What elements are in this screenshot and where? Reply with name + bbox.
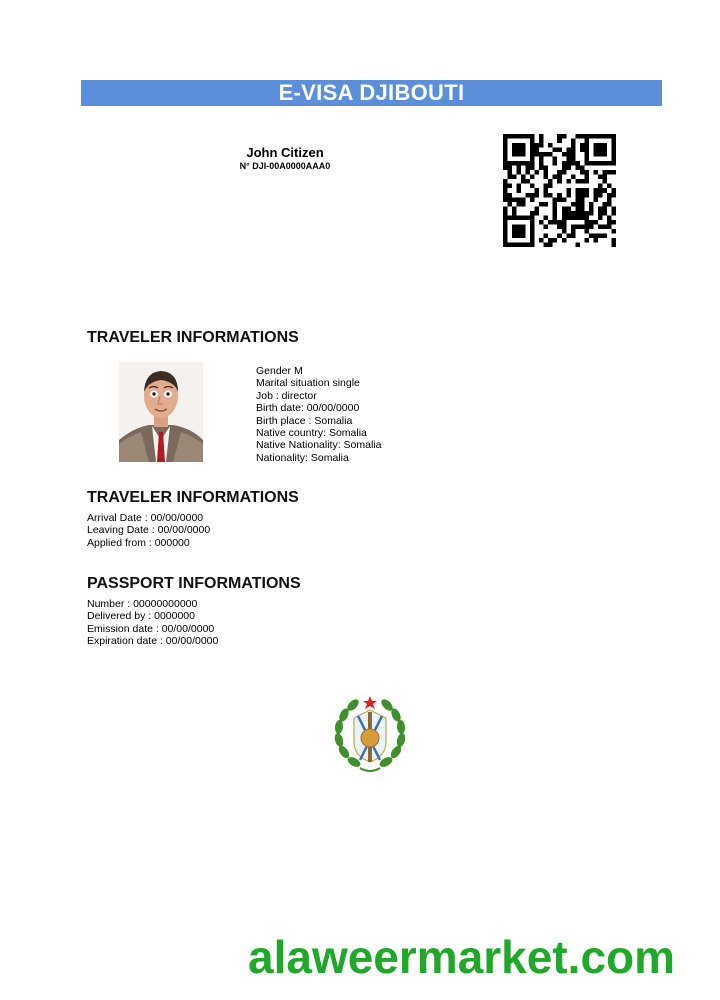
qr-code-icon <box>502 134 617 247</box>
detail-line: Birth place : Somalia <box>256 414 353 427</box>
passport-line: Number : 00000000000 <box>87 598 198 610</box>
traveler-heading: TRAVELER INFORMATIONS <box>87 329 299 346</box>
detail-line: Birth date: 00/00/0000 <box>256 402 360 415</box>
travel-lines <box>87 512 210 549</box>
passport-heading: PASSPORT INFORMATIONS <box>87 575 301 592</box>
passport-lines <box>87 598 218 648</box>
travel-line: Leaving Date : 00/00/0000 <box>87 524 211 537</box>
passport-line: Expiration date : 00/00/0000 <box>87 635 219 648</box>
traveler-details <box>256 365 381 464</box>
djibouti-emblem-icon <box>330 690 410 775</box>
document-title: E-VISA DJIBOUTI <box>81 80 662 106</box>
travel-line: Applied from : 000000 <box>87 536 190 549</box>
travel-heading: TRAVELER INFORMATIONS <box>87 489 299 506</box>
detail-line: Job : director <box>256 389 317 402</box>
detail-line: Gender M <box>256 365 303 377</box>
visa-number: N° DJI-00A0000AAA0 <box>239 161 331 171</box>
travel-line: Arrival Date : 00/00/0000 <box>87 512 204 524</box>
holder-block <box>200 145 370 171</box>
passport-line: Emission date : 00/00/0000 <box>87 622 215 635</box>
watermark-text: alaweermarket.com <box>248 931 676 983</box>
detail-line: Native Nationality: Somalia <box>256 439 382 452</box>
holder-name: John Citizen <box>246 145 324 160</box>
detail-line: Nationality: Somalia <box>256 451 349 464</box>
detail-line: Marital situation single <box>256 377 360 390</box>
traveler-photo <box>119 362 203 462</box>
passport-line: Delivered by : 0000000 <box>87 610 195 623</box>
detail-line: Native country: Somalia <box>256 427 367 440</box>
